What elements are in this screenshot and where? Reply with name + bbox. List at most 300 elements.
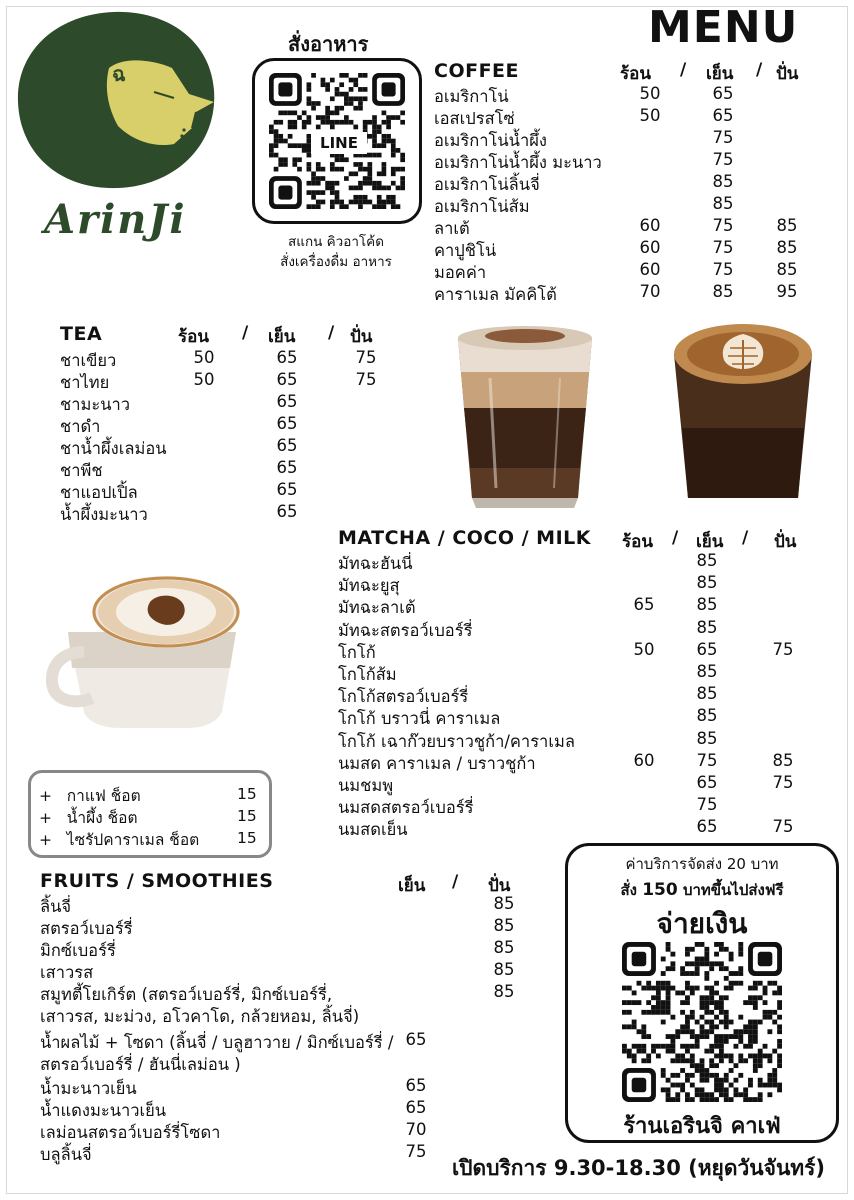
qr-module — [622, 1000, 627, 1005]
tea-item-name: ชาไทย — [60, 373, 110, 392]
qr-module — [302, 125, 307, 130]
qr-module — [685, 1015, 690, 1020]
qr-module — [661, 1000, 666, 1005]
qr-module — [738, 981, 743, 986]
payment-qr-code[interactable] — [622, 942, 782, 1102]
qr-module — [690, 1010, 695, 1015]
qr-module — [651, 995, 656, 1000]
qr-module — [382, 120, 387, 125]
qr-module — [690, 961, 695, 966]
fruits-item-name: บลูลิ้นจี่ — [40, 1145, 92, 1164]
qr-module — [758, 1097, 763, 1102]
qr-module — [302, 148, 307, 153]
qr-module — [704, 952, 709, 957]
qr-module — [743, 1029, 748, 1034]
qr-module — [680, 1010, 685, 1015]
qr-module — [363, 176, 368, 181]
qr-module — [729, 981, 734, 986]
qr-module — [680, 1054, 685, 1059]
qr-module — [372, 204, 377, 209]
qr-module — [353, 195, 358, 200]
qr-module — [685, 1020, 690, 1025]
qr-module — [666, 1044, 671, 1049]
qr-module — [400, 181, 405, 186]
qr-module — [661, 1044, 666, 1049]
qr-module — [695, 1034, 700, 1039]
qr-module — [349, 101, 354, 106]
qr-module — [724, 1087, 729, 1092]
matcha-price-iced: 85 — [696, 595, 718, 615]
qr-module — [724, 1020, 729, 1025]
coffee-item-name: ลาเต้ — [434, 219, 470, 238]
qr-module — [700, 1078, 705, 1083]
coffee-price-iced: 75 — [712, 150, 734, 169]
qr-module — [632, 1020, 637, 1025]
qr-module — [724, 1092, 729, 1097]
qr-module — [719, 1049, 724, 1054]
qr-module — [391, 181, 396, 186]
tea-price-frappe: 75 — [355, 370, 377, 389]
qr-module — [719, 1092, 724, 1097]
qr-module — [714, 1005, 719, 1010]
qr-module — [321, 176, 326, 181]
qr-module — [763, 986, 768, 991]
scan-instructions — [256, 232, 416, 272]
qr-module — [724, 1073, 729, 1078]
qr-module — [358, 181, 363, 186]
qr-module — [714, 1034, 719, 1039]
qr-module — [729, 1097, 734, 1102]
menu-title: MENU — [648, 2, 799, 53]
qr-module — [685, 1044, 690, 1049]
qr-module — [330, 186, 335, 191]
qr-module — [349, 200, 354, 205]
coffee-price-iced: 75 — [712, 128, 734, 147]
qr-module — [641, 1049, 646, 1054]
qr-module — [344, 115, 349, 120]
fruits-item-name: เสาวรส, มะม่วง, อโวคาโด, กล้วยหอม, ลิ้นจี่) — [40, 1007, 360, 1026]
qr-module — [269, 129, 274, 134]
qr-module — [358, 73, 363, 78]
qr-module — [666, 1034, 671, 1039]
qr-module — [396, 148, 401, 153]
qr-module — [363, 73, 368, 78]
qr-module — [704, 1005, 709, 1010]
qr-module — [753, 1000, 758, 1005]
qr-module — [767, 1092, 772, 1097]
qr-module — [353, 200, 358, 205]
qr-module — [391, 200, 396, 205]
tea-heading: TEA — [60, 323, 103, 345]
coffee-heading: COFFEE — [434, 60, 520, 82]
qr-module — [386, 139, 391, 144]
qr-module — [661, 981, 666, 986]
qr-module — [661, 971, 666, 976]
qr-module — [743, 1087, 748, 1092]
qr-module — [330, 167, 335, 172]
qr-module — [661, 1068, 666, 1073]
qr-module — [339, 120, 344, 125]
qr-module — [344, 176, 349, 181]
qr-module — [700, 1068, 705, 1073]
matcha-col-hot: ร้อน — [622, 532, 653, 552]
qr-module — [685, 1092, 690, 1097]
qr-module — [719, 1010, 724, 1015]
qr-module — [372, 120, 377, 125]
qr-module — [714, 1097, 719, 1102]
qr-module — [377, 153, 382, 158]
qr-module — [330, 125, 335, 130]
qr-module — [709, 1044, 714, 1049]
qr-module — [777, 1087, 782, 1092]
coffee-price-iced: 85 — [712, 172, 734, 191]
qr-module — [377, 143, 382, 148]
fruits-price-frappe: 85 — [493, 982, 515, 1001]
qr-finder — [278, 186, 292, 200]
qr-module — [335, 92, 340, 97]
qr-module — [377, 125, 382, 130]
qr-module — [316, 181, 321, 186]
qr-module — [274, 143, 279, 148]
qr-module — [321, 78, 326, 83]
coffee-col-hot: ร้อน — [620, 64, 651, 84]
qr-module — [335, 200, 340, 205]
qr-module — [748, 1020, 753, 1025]
qr-module — [382, 111, 387, 116]
fruits-price-iced: 65 — [405, 1076, 427, 1095]
qr-module — [729, 986, 734, 991]
qr-module — [709, 961, 714, 966]
qr-module — [367, 171, 372, 176]
qr-module — [302, 143, 307, 148]
qr-module — [302, 111, 307, 116]
qr-module — [753, 995, 758, 1000]
qr-module — [311, 195, 316, 200]
qr-module — [753, 1063, 758, 1068]
qr-module — [704, 1078, 709, 1083]
qr-module — [666, 947, 671, 952]
qr-module — [666, 1000, 671, 1005]
coffee-item-name: คาราเมล มัคคิโต้ — [434, 285, 557, 304]
qr-module — [709, 1029, 714, 1034]
qr-module — [743, 1097, 748, 1102]
tea-price-hot: 50 — [193, 348, 215, 367]
qr-module — [714, 1015, 719, 1020]
qr-module — [758, 1049, 763, 1054]
qr-module — [656, 990, 661, 995]
qr-module — [339, 92, 344, 97]
qr-module — [363, 167, 368, 172]
qr-module — [372, 186, 377, 191]
qr-module — [382, 171, 387, 176]
coffee-col-iced: เย็น — [706, 64, 734, 84]
qr-module — [349, 120, 354, 125]
qr-module — [704, 1034, 709, 1039]
tea-price-frappe: 75 — [355, 348, 377, 367]
qr-module — [646, 1000, 651, 1005]
qr-module — [714, 1073, 719, 1078]
matcha-heading: MATCHA / COCO / MILK — [338, 527, 591, 549]
qr-module — [274, 167, 279, 172]
qr-module — [353, 82, 358, 87]
qr-module — [661, 986, 666, 991]
qr-module — [719, 961, 724, 966]
qr-module — [675, 1034, 680, 1039]
coffee-price-hot: 60 — [639, 260, 661, 279]
fruits-col-iced: เย็น — [398, 876, 426, 896]
qr-module — [269, 148, 274, 153]
qr-module — [651, 1010, 656, 1015]
qr-module — [321, 120, 326, 125]
qr-module — [316, 125, 321, 130]
qr-module — [690, 1044, 695, 1049]
qr-module — [767, 1015, 772, 1020]
qr-module — [367, 200, 372, 205]
qr-module — [777, 1063, 782, 1068]
qr-module — [690, 947, 695, 952]
qr-module — [700, 1000, 705, 1005]
qr-module — [714, 942, 719, 947]
qr-module — [367, 176, 372, 181]
qr-module — [646, 986, 651, 991]
qr-module — [714, 1044, 719, 1049]
qr-module — [386, 120, 391, 125]
qr-module — [335, 181, 340, 186]
qr-module — [719, 942, 724, 947]
matcha-item-name: โกโก้ เฉาก๊วยบราวชูก้า/คาราเมล — [338, 731, 575, 751]
qr-module — [777, 990, 782, 995]
qr-module — [358, 87, 363, 92]
qr-module — [709, 1049, 714, 1054]
qr-module — [753, 1005, 758, 1010]
tea-item-name: ชาดำ — [60, 417, 101, 436]
fruits-price-frappe: 85 — [493, 894, 515, 913]
qr-module — [709, 1058, 714, 1063]
qr-module — [353, 106, 358, 111]
tea-price-hot: 50 — [193, 370, 215, 389]
qr-module — [646, 1034, 651, 1039]
qr-module — [622, 1049, 627, 1054]
qr-module — [344, 101, 349, 106]
qr-module — [297, 157, 302, 162]
qr-module — [666, 1049, 671, 1054]
qr-module — [339, 82, 344, 87]
tea-price-iced: 65 — [276, 480, 298, 499]
qr-module — [400, 153, 405, 158]
tea-col-hot: ร้อน — [178, 327, 209, 347]
qr-module — [283, 139, 288, 144]
addon-price: 15 — [237, 829, 257, 847]
qr-module — [738, 942, 743, 947]
qr-module — [695, 966, 700, 971]
qr-module — [646, 1054, 651, 1059]
matcha-price-iced: 85 — [696, 551, 718, 570]
qr-module — [690, 1083, 695, 1088]
fruits-col-sep: / — [452, 872, 459, 892]
qr-module — [719, 1020, 724, 1025]
qr-module — [661, 1087, 666, 1092]
fruits-item-name: ลิ้นจี่ — [40, 897, 72, 916]
qr-module — [330, 111, 335, 116]
qr-module — [680, 1068, 685, 1073]
qr-module — [666, 966, 671, 971]
qr-module — [391, 167, 396, 172]
qr-module — [675, 1073, 680, 1078]
qr-module — [344, 73, 349, 78]
qr-module — [738, 1015, 743, 1020]
qr-module — [637, 1044, 642, 1049]
qr-module — [685, 952, 690, 957]
qr-module — [777, 1058, 782, 1063]
matcha-price-iced: 85 — [696, 706, 718, 726]
qr-module — [363, 120, 368, 125]
qr-module — [680, 971, 685, 976]
qr-module — [675, 1083, 680, 1088]
qr-module — [670, 1044, 675, 1049]
qr-module — [670, 1049, 675, 1054]
matcha-item-name: นมสดสตรอว์เบอร์รี่ — [338, 798, 474, 818]
qr-module — [632, 1054, 637, 1059]
order-title: สั่งอาหาร — [288, 32, 369, 56]
qr-module — [772, 1010, 777, 1015]
qr-module — [695, 942, 700, 947]
qr-module — [743, 1024, 748, 1029]
qr-module — [292, 157, 297, 162]
qr-module — [382, 204, 387, 209]
qr-finder — [382, 82, 396, 96]
qr-module — [372, 139, 377, 144]
qr-module — [685, 1000, 690, 1005]
qr-module — [666, 981, 671, 986]
qr-module — [278, 139, 283, 144]
qr-module — [700, 1029, 705, 1034]
qr-module — [386, 200, 391, 205]
qr-module — [321, 200, 326, 205]
qr-module — [321, 167, 326, 172]
qr-module — [666, 1010, 671, 1015]
qr-module — [278, 157, 283, 162]
coffee-price-iced: 75 — [712, 216, 734, 235]
matcha-item-name: โกโก้ส้ม — [338, 665, 397, 684]
qr-module — [292, 125, 297, 130]
qr-module — [680, 990, 685, 995]
qr-module — [709, 966, 714, 971]
coffee-item-name: อเมริกาโน่น้ำผึ้ง — [434, 131, 547, 150]
qr-module — [704, 986, 709, 991]
qr-module — [349, 186, 354, 191]
qr-module — [685, 1073, 690, 1078]
qr-module — [367, 153, 372, 158]
qr-module — [700, 1058, 705, 1063]
qr-module — [734, 981, 739, 986]
qr-module — [325, 82, 330, 87]
qr-finder — [632, 1078, 647, 1093]
qr-module — [307, 87, 312, 92]
qr-module — [685, 1049, 690, 1054]
qr-module — [316, 162, 321, 167]
qr-module — [680, 1087, 685, 1092]
qr-module — [335, 195, 340, 200]
qr-module — [724, 1054, 729, 1059]
scan-line-2: สั่งเครื่องดื่ม อาหาร — [280, 254, 392, 270]
qr-module — [748, 1024, 753, 1029]
qr-module — [353, 186, 358, 191]
qr-module — [709, 1097, 714, 1102]
qr-module — [690, 986, 695, 991]
opening-hours: เปิดบริการ 9.30-18.30 (หยุดวันจันทร์) — [452, 1156, 826, 1180]
qr-module — [753, 986, 758, 991]
qr-module — [695, 1068, 700, 1073]
qr-module — [753, 1029, 758, 1034]
qr-module — [680, 966, 685, 971]
qr-module — [288, 111, 293, 116]
qr-module — [729, 952, 734, 957]
qr-module — [753, 1068, 758, 1073]
qr-module — [283, 162, 288, 167]
qr-module — [297, 167, 302, 172]
qr-module — [719, 1000, 724, 1005]
qr-module — [704, 1049, 709, 1054]
qr-module — [307, 115, 312, 120]
qr-module — [724, 976, 729, 981]
qr-module — [377, 186, 382, 191]
qr-module — [695, 1020, 700, 1025]
qr-module — [777, 986, 782, 991]
qr-module — [685, 1078, 690, 1083]
addon-price: 15 — [237, 785, 257, 803]
qr-module — [297, 115, 302, 120]
qr-module — [767, 1029, 772, 1034]
qr-module — [627, 1010, 632, 1015]
qr-module — [311, 73, 316, 78]
tea-col-sep2: / — [328, 323, 335, 343]
qr-module — [339, 106, 344, 111]
scan-line-1: สแกน คิวอาโค้ด — [288, 234, 384, 250]
qr-module — [690, 1034, 695, 1039]
qr-module — [690, 1063, 695, 1068]
qr-module — [724, 986, 729, 991]
qr-module — [278, 111, 283, 116]
hot-latte-image — [668, 318, 818, 508]
qr-module — [278, 162, 283, 167]
qr-module — [748, 995, 753, 1000]
matcha-price-iced: 85 — [696, 728, 718, 748]
qr-module — [661, 1010, 666, 1015]
qr-module — [685, 995, 690, 1000]
qr-module — [632, 990, 637, 995]
line-qr-code[interactable] — [252, 58, 422, 224]
qr-module — [400, 157, 405, 162]
coffee-price-frappe: 85 — [776, 260, 798, 279]
qr-module — [748, 1000, 753, 1005]
coffee-col-frappe: ปั่น — [776, 64, 799, 84]
qr-module — [382, 162, 387, 167]
qr-module — [325, 111, 330, 116]
qr-module — [729, 1083, 734, 1088]
qr-module — [709, 1092, 714, 1097]
qr-module — [325, 115, 330, 120]
qr-module — [777, 1024, 782, 1029]
tea-item-name: น้ำผึ้งมะนาว — [60, 505, 148, 524]
qr-module — [738, 1058, 743, 1063]
qr-module — [704, 1029, 709, 1034]
fruits-price-frappe: 85 — [493, 960, 515, 979]
qr-module — [656, 1044, 661, 1049]
qr-module — [670, 961, 675, 966]
qr-module — [372, 153, 377, 158]
qr-module — [382, 134, 387, 139]
qr-module — [719, 1078, 724, 1083]
